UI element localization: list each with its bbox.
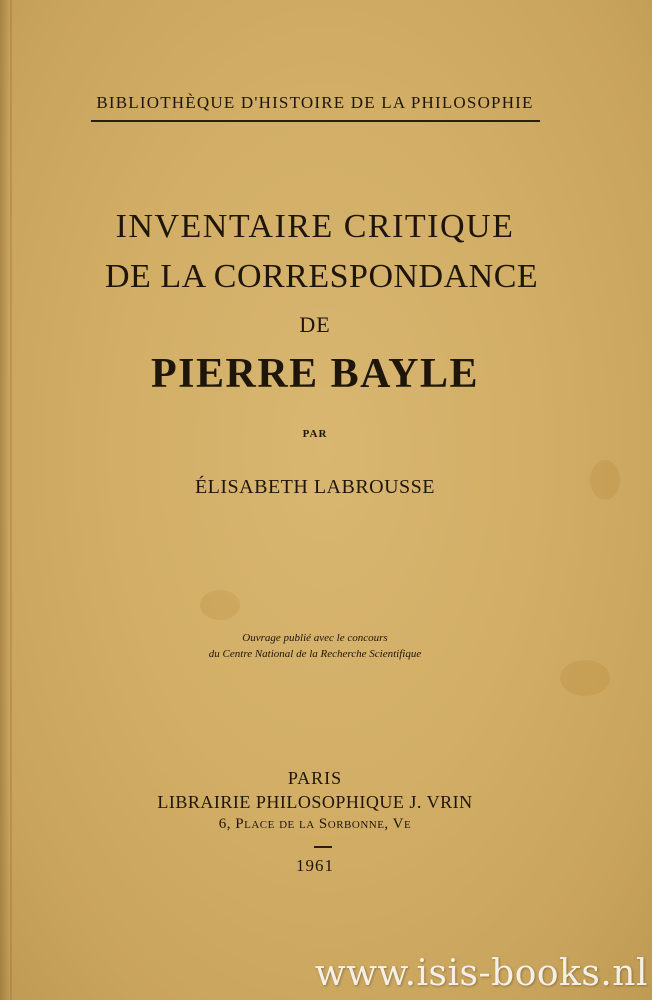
- publication-year: 1961: [296, 856, 334, 875]
- publisher-name: LIBRAIRIE PHILOSOPHIQUE J. VRIN: [157, 792, 473, 812]
- title-line-4: PIERRE BAYLE: [150, 351, 480, 397]
- stain: [560, 660, 610, 696]
- title-line-3: DE: [299, 312, 331, 337]
- divider-dash: [314, 846, 332, 848]
- stain: [590, 460, 620, 500]
- author-name: ÉLISABETH LABROUSSE: [194, 476, 436, 498]
- watermark: www.isis-books.nl: [314, 953, 648, 994]
- publisher-address: 6, Place de la Sorbonne, Ve: [218, 816, 412, 832]
- cover-edge: [10, 0, 12, 1000]
- title-line-1: INVENTAIRE CRITIQUE: [115, 208, 515, 245]
- spine-shadow: [0, 0, 10, 1000]
- title-line-2: DE LA CORRESPONDANCE: [105, 258, 539, 295]
- stain: [200, 590, 240, 620]
- publication-note-line-1: Ouvrage publié avec le concours: [242, 632, 388, 644]
- publisher-city: PARIS: [287, 768, 343, 788]
- series-title: BIBLIOTHÈQUE D'HISTOIRE DE LA PHILOSOPHIE: [96, 93, 534, 112]
- publication-note-line-2: du Centre National de la Recherche Scientifique: [208, 648, 422, 660]
- by-label: PAR: [302, 428, 328, 440]
- series-rule: [91, 120, 540, 122]
